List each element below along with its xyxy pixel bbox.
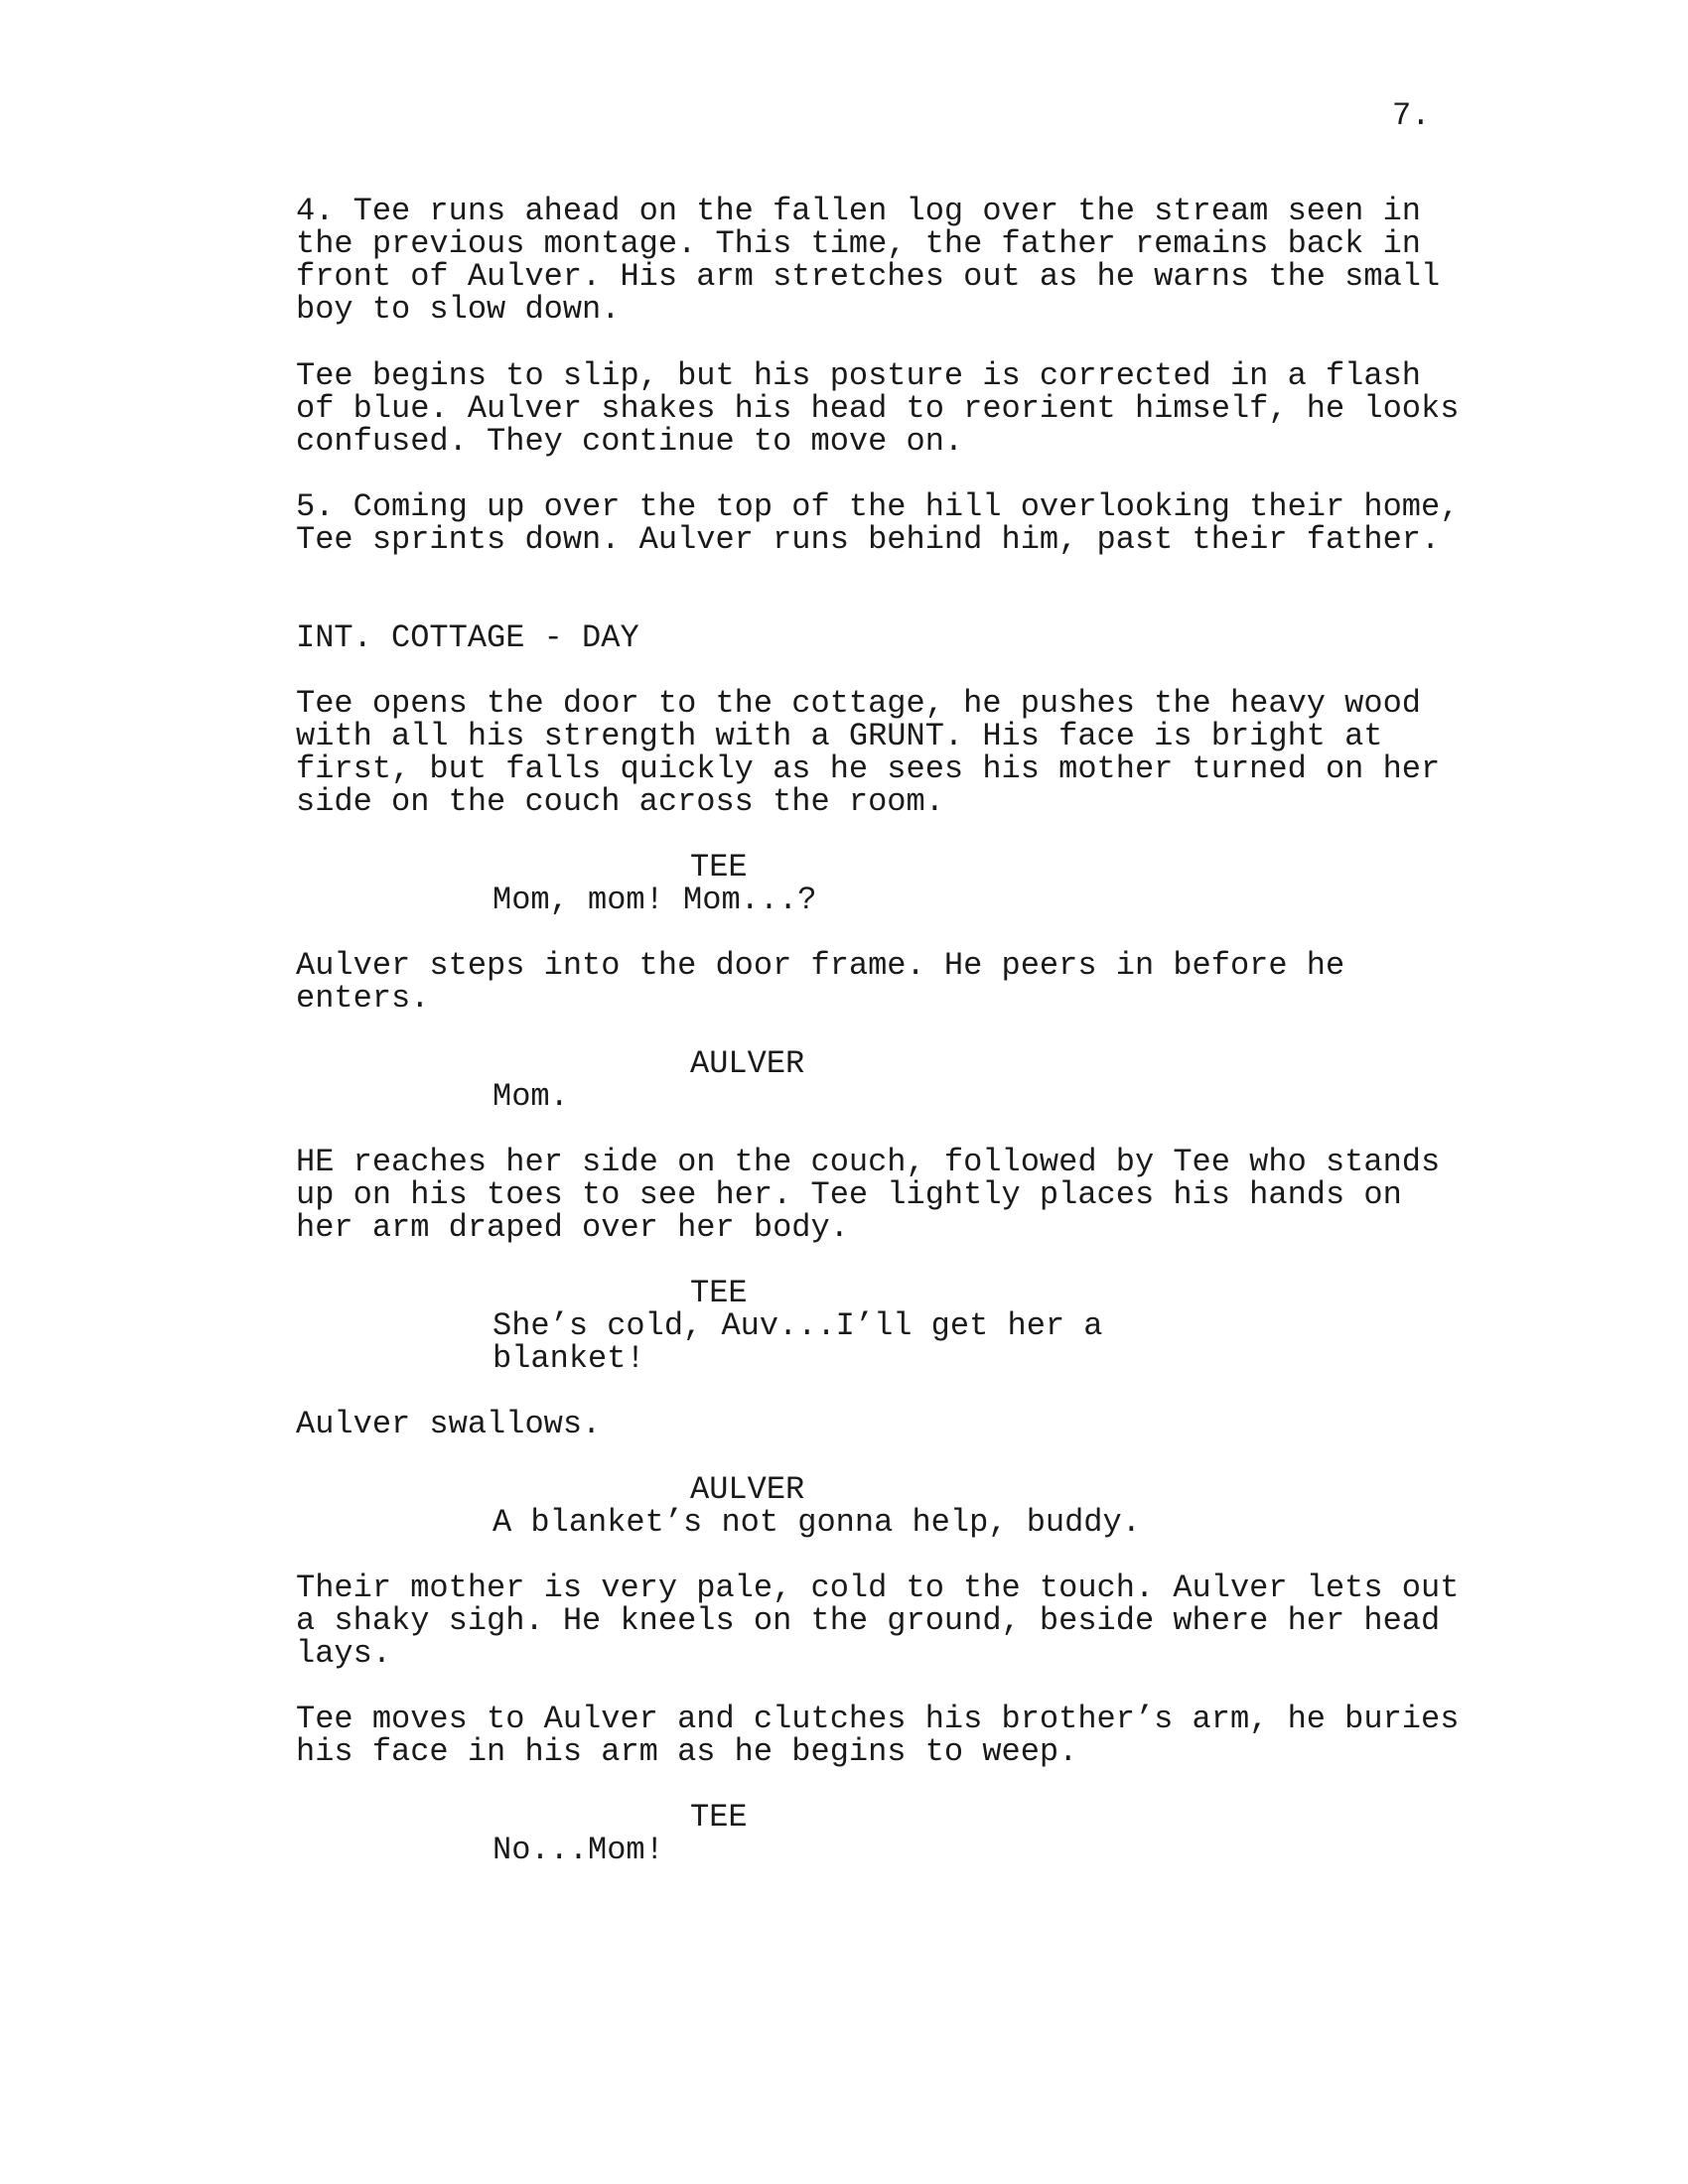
scene-heading: INT. COTTAGE - DAY <box>296 619 639 656</box>
action-paragraph: Tee begins to slip, but his posture is corrected in a flash of blue. Aulver shakes his head to reorient himself, he looks confused. They continue to move on. <box>296 357 1460 460</box>
dialogue-line: A blanket’s not gonna help, buddy. <box>492 1504 1141 1541</box>
action-paragraph: 4. Tee runs ahead on the fallen log over the stream seen in the previous montage. This time, the father remains back in front of Aulver. His arm stretches out as he warns the small boy to slow down. <box>296 193 1441 328</box>
character-name: TEE <box>690 1275 748 1311</box>
action-paragraph: Their mother is very pale, cold to the touch. Aulver lets out a shaky sigh. He kneels on the ground, beside where her head lays. <box>296 1570 1460 1672</box>
page-number: 7. <box>1392 97 1431 134</box>
character-name: TEE <box>690 1799 748 1836</box>
action-paragraph: 5. Coming up over the top of the hill overlooking their home, Tee sprints down. Aulver runs behind him, past their father. <box>296 488 1460 558</box>
action-paragraph: Tee moves to Aulver and clutches his brother’s arm, he buries his face in his arm as he begins to weep. <box>296 1701 1460 1770</box>
dialogue-line: Mom, mom! Mom...? <box>492 882 817 918</box>
dialogue-line: No...Mom! <box>492 1832 664 1868</box>
action-paragraph: Aulver swallows. <box>296 1406 602 1442</box>
character-name: AULVER <box>690 1471 805 1508</box>
character-name: AULVER <box>690 1045 805 1082</box>
dialogue-line: Mom. <box>492 1078 569 1115</box>
dialogue-line: She’s cold, Auv...I’ll get her a blanket! <box>492 1307 1103 1377</box>
action-paragraph: Aulver steps into the door frame. He peers in before he enters. <box>296 947 1345 1017</box>
character-name: TEE <box>690 849 748 886</box>
action-paragraph: HE reaches her side on the couch, followed by Tee who stands up on his toes to see her. Tee lightly places his hands on her arm draped over her body. <box>296 1144 1441 1246</box>
action-paragraph: Tee opens the door to the cottage, he pushes the heavy wood with all his strength with a GRUNT. His face is bright at first, but falls quickly as he sees his mother turned on her side on the couch across the room. <box>296 685 1441 820</box>
